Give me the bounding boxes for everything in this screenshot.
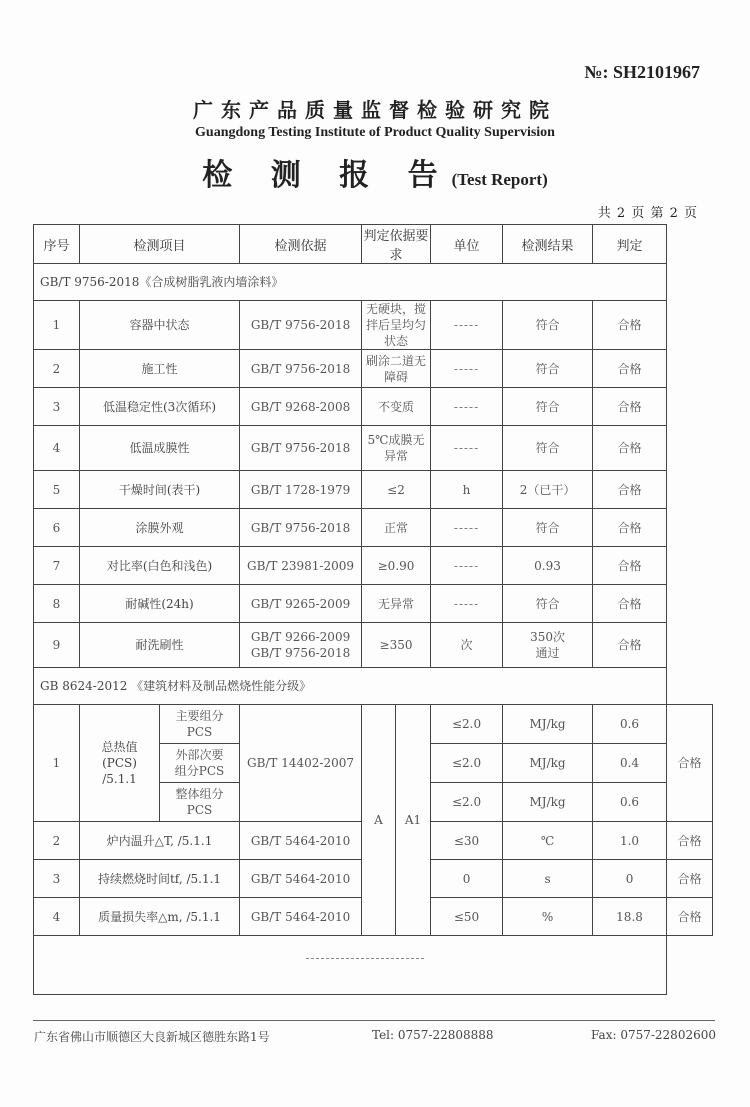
cell-judgement: 合格 (593, 471, 667, 509)
cell-requirement: 不变质 (362, 388, 431, 426)
cell-item: 耐碱性(24h) (80, 585, 240, 623)
cell-unit: ----- (431, 509, 503, 547)
cell-basis: GB/T 9756-2018 (240, 509, 362, 547)
cell-result (503, 623, 593, 668)
cell-unit: MJ/kg (503, 783, 593, 822)
heat-item-line: /5.1.1 (102, 772, 137, 786)
cell-class-a1: A1 (396, 705, 431, 936)
table-row (34, 388, 713, 426)
table-row (34, 509, 713, 547)
cell-no: 2 (34, 822, 80, 860)
cell-result: 1.0 (593, 822, 667, 860)
table-row (34, 547, 713, 585)
table-row (34, 623, 713, 668)
institute-name-en: Guangdong Testing Institute of Product Quality Supervision (195, 125, 555, 140)
cell-requirement: ≤2 (362, 471, 431, 509)
cell-item: 干燥时间(表干) (80, 471, 240, 509)
report-number: №: SH2101967 (584, 62, 700, 82)
cell-no: 8 (34, 585, 80, 623)
cell-judgement: 合格 (593, 301, 667, 350)
cell-result: 符合 (503, 509, 593, 547)
institute-name-cn: 广东产品质量监督检验研究院 (193, 98, 557, 122)
subitem-line: 组分PCS (174, 764, 225, 778)
cell-class-a: A (362, 705, 396, 936)
cell-judgement: 合格 (593, 585, 667, 623)
report-title-en: (Test Report) (451, 170, 548, 189)
cell-basis: GB/T 14402-2007 (240, 705, 362, 822)
cell-basis: GB/T 9756-2018 (240, 301, 362, 350)
footer-address: 广东省佛山市顺德区大良新城区德胜东路1号 (34, 1030, 270, 1044)
footer-fax: Fax: 0757-22802600 (591, 1028, 716, 1042)
cell-no: 2 (34, 350, 80, 388)
cell-judgement: 合格 (667, 898, 713, 936)
cell-requirement: ≤2.0 (431, 744, 503, 783)
cell-judgement: 合格 (593, 547, 667, 585)
report-title (0, 150, 750, 194)
cell-result: 18.8 (593, 898, 667, 936)
cell-judgement: 合格 (593, 388, 667, 426)
col-header-unit: 单位 (431, 225, 503, 264)
cell-requirement: 0 (431, 860, 503, 898)
subitem-line: 整体组分 (175, 787, 224, 801)
cell-item: 低温稳定性(3次循环) (80, 388, 240, 426)
table-row (34, 471, 713, 509)
cell-requirement: 无异常 (362, 585, 431, 623)
cell-item: 耐洗刷性 (80, 623, 240, 668)
cell-no: 1 (34, 301, 80, 350)
cell-unit: ----- (431, 585, 503, 623)
cell-basis: GB/T 23981-2009 (240, 547, 362, 585)
cell-item: 低温成膜性 (80, 426, 240, 471)
cell-result: 2（已干） (503, 471, 593, 509)
cell-unit: % (503, 898, 593, 936)
cell-basis: GB/T 9265-2009 (240, 585, 362, 623)
report-title-cn: 检 测 报 告 (202, 158, 452, 193)
cell-unit: MJ/kg (503, 744, 593, 783)
subitem-line: 主要组分 (175, 709, 224, 723)
cell-result: 符合 (503, 388, 593, 426)
table-row (34, 350, 713, 388)
cell-unit: MJ/kg (503, 705, 593, 744)
cell-subitem (160, 744, 240, 783)
table-row (34, 705, 713, 744)
cell-result-line: 350次 (530, 630, 565, 644)
cell-judgement: 合格 (667, 705, 713, 822)
cell-result: 符合 (503, 301, 593, 350)
cell-basis: GB/T 1728-1979 (240, 471, 362, 509)
subitem-line: 外部次要 (175, 748, 224, 762)
cell-item: 持续燃烧时间tf, /5.1.1 (80, 860, 240, 898)
cell-result: 0.93 (503, 547, 593, 585)
cell-judgement: 合格 (593, 623, 667, 668)
cell-requirement: ≤2.0 (431, 705, 503, 744)
cell-result: 0.6 (593, 705, 667, 744)
col-header-requirement: 判定依据要求 (362, 225, 431, 264)
table-header-row (34, 225, 713, 264)
cell-result-line: 通过 (535, 646, 560, 660)
cell-unit: ℃ (503, 822, 593, 860)
cell-no: 3 (34, 388, 80, 426)
cell-requirement: 刷涂二道无障碍 (362, 350, 431, 388)
cell-item: 质量损失率△m, /5.1.1 (80, 898, 240, 936)
cell-item: 涂膜外观 (80, 509, 240, 547)
cell-no: 4 (34, 898, 80, 936)
cell-subitem (160, 783, 240, 822)
col-header-judgement: 判定 (593, 225, 667, 264)
cell-no: 7 (34, 547, 80, 585)
section-row (34, 264, 713, 301)
end-dashed-line (306, 958, 424, 959)
cell-no: 3 (34, 860, 80, 898)
cell-unit: h (431, 471, 503, 509)
section1-title: GB/T 9756-2018《合成树脂乳液内墙涂料》 (34, 264, 667, 301)
cell-item: 对比率(白色和浅色) (80, 547, 240, 585)
test-results-table (33, 224, 713, 995)
col-header-basis: 检测依据 (240, 225, 362, 264)
col-header-no: 序号 (34, 225, 80, 264)
col-header-item: 检测项目 (80, 225, 240, 264)
cell-requirement: ≥0.90 (362, 547, 431, 585)
cell-requirement: ≤2.0 (431, 783, 503, 822)
cell-judgement: 合格 (667, 860, 713, 898)
cell-no: 6 (34, 509, 80, 547)
cell-no: 4 (34, 426, 80, 471)
cell-basis (240, 623, 362, 668)
cell-basis-line: GB/T 9756-2018 (250, 646, 351, 660)
cell-no: 9 (34, 623, 80, 668)
cell-unit: ----- (431, 350, 503, 388)
cell-unit: ----- (431, 426, 503, 471)
cell-result: 符合 (503, 426, 593, 471)
cell-requirement: ≤30 (431, 822, 503, 860)
cell-requirement: ≤50 (431, 898, 503, 936)
footer-tel: Tel: 0757-22808888 (372, 1028, 494, 1042)
section-row (34, 668, 713, 705)
page-info: 共 2 页 第 2 页 (597, 206, 698, 221)
section2-title: GB 8624-2012 《建筑材料及制品燃烧性能分级》 (34, 668, 667, 705)
cell-judgement: 合格 (593, 426, 667, 471)
cell-basis: GB/T 9268-2008 (240, 388, 362, 426)
cell-basis-line: GB/T 9266-2009 (250, 630, 351, 644)
cell-result: 符合 (503, 585, 593, 623)
cell-item (80, 705, 160, 822)
cell-judgement: 合格 (667, 822, 713, 860)
blank-area (34, 936, 667, 995)
cell-basis: GB/T 9756-2018 (240, 350, 362, 388)
cell-unit: s (503, 860, 593, 898)
cell-requirement: 5℃成膜无异常 (362, 426, 431, 471)
cell-basis: GB/T 5464-2010 (240, 822, 362, 860)
table-row (34, 426, 713, 471)
cell-unit: ----- (431, 547, 503, 585)
subitem-line: PCS (186, 725, 213, 739)
table-row (34, 585, 713, 623)
table-row (34, 301, 713, 350)
cell-result: 符合 (503, 350, 593, 388)
cell-unit: ----- (431, 388, 503, 426)
cell-subitem (160, 705, 240, 744)
cell-result: 0.4 (593, 744, 667, 783)
cell-result: 0 (593, 860, 667, 898)
heat-item-line: 总热值 (101, 740, 138, 754)
cell-judgement: 合格 (593, 509, 667, 547)
cell-item: 容器中状态 (80, 301, 240, 350)
heat-item-line: (PCS) (102, 756, 137, 770)
cell-basis: GB/T 5464-2010 (240, 898, 362, 936)
footer-divider (33, 1020, 715, 1021)
cell-no: 5 (34, 471, 80, 509)
cell-judgement: 合格 (593, 350, 667, 388)
cell-no: 1 (34, 705, 80, 822)
cell-requirement: 正常 (362, 509, 431, 547)
col-header-result: 检测结果 (503, 225, 593, 264)
cell-unit: ----- (431, 301, 503, 350)
cell-item: 施工性 (80, 350, 240, 388)
cell-result: 0.6 (593, 783, 667, 822)
cell-requirement: ≥350 (362, 623, 431, 668)
cell-requirement: 无硬块，搅拌后呈均匀状态 (362, 301, 431, 350)
blank-row (34, 936, 713, 995)
cell-unit: 次 (431, 623, 503, 668)
cell-basis: GB/T 5464-2010 (240, 860, 362, 898)
subitem-line: PCS (186, 803, 213, 817)
cell-item: 炉内温升△T, /5.1.1 (80, 822, 240, 860)
cell-basis: GB/T 9756-2018 (240, 426, 362, 471)
